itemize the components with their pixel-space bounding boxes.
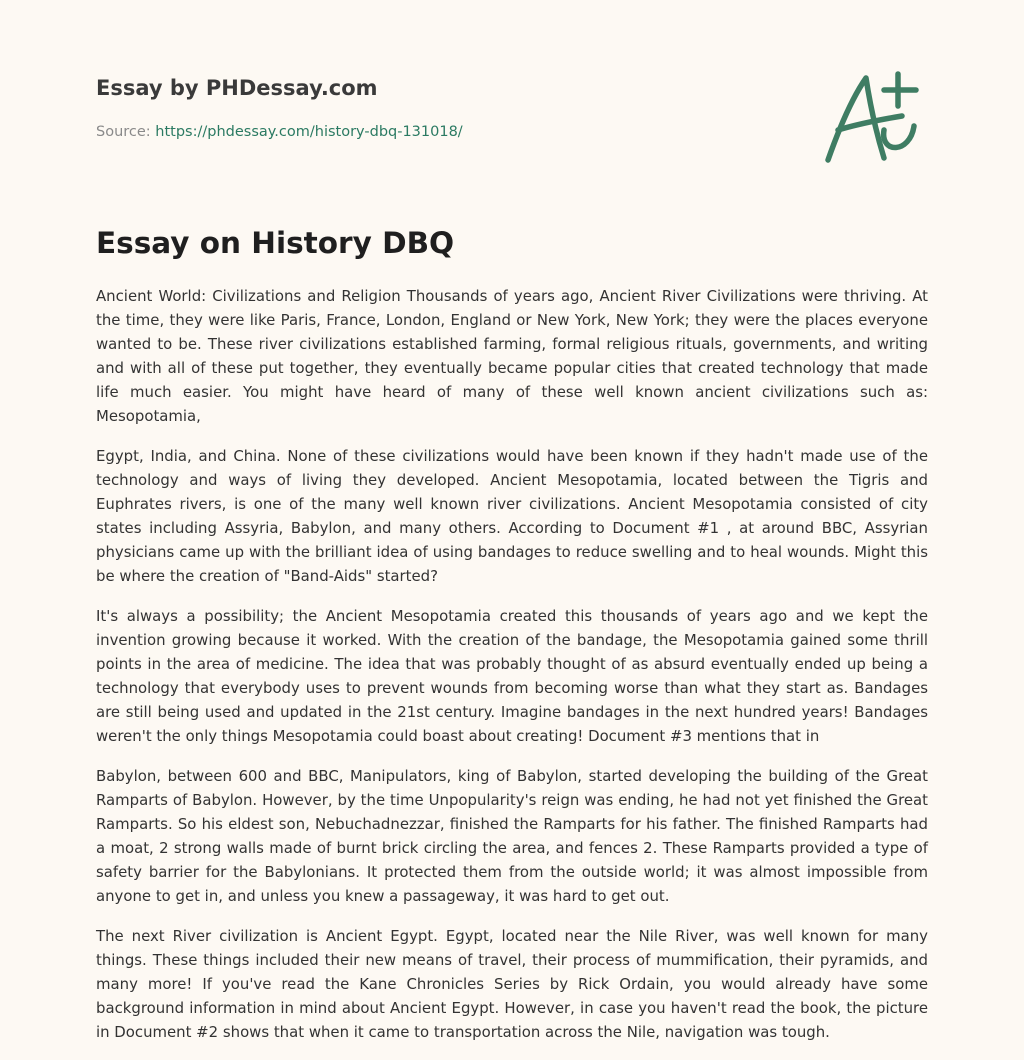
essay-paragraph-2: Egypt, India, and China. None of these civilizations would have been known if they hadn't made use of the technology and ways of living they developed. Ancient Mesopotamia, located between the Tigris and Euphrates rivers, is one of the many well known river civilizations. Ancient Mesopotamia consisted of city states including Assyria, Babylon, and many others. According to Document #1 , at around BBC, Assyrian physicians came up with the brilliant idea of using bandages to reduce swelling and to heal wounds. Might this be where the creation of "Band-Aids" started?	[96, 447, 928, 585]
essay-paragraph-1: Ancient World: Civilizations and Religion Thousands of years ago, Ancient River Civilizations were thriving. At the time, they were like Paris, France, London, England or New York, New York; they were the places everyone wanted to be. These river civilizations established farming, formal religious rituals, governments, and writing and with all of these put together, they eventually became popular cities that created technology that made life much easier. You might have heard of many of these well known ancient civilizations such as: Mesopotamia,	[96, 287, 928, 425]
a-plus-logo-icon	[818, 68, 928, 168]
essay-paragraph-5: The next River civilization is Ancient Egypt. Egypt, located near the Nile River, was well known for many things. These things included their new means of travel, their process of mummification, their pyramids, and many more! If you've read the Kane Chronicles Series by Rick Ordain, you would already have some background information in mind about Ancient Egypt. However, in case you haven't read the book, the picture in Document #2 shows that when it came to transportation across the Nile, navigation was tough.	[96, 927, 928, 1041]
brand-name: Essay by PHDessay.com	[96, 76, 378, 100]
source-link[interactable]: https://phdessay.com/history-dbq-131018/	[155, 124, 463, 140]
essay-body	[96, 284, 928, 1060]
document-header	[96, 0, 928, 200]
essay-title: Essay on History DBQ	[96, 226, 455, 260]
source-label: Source:	[96, 124, 151, 140]
essay-paragraph-4: Babylon, between 600 and BBC, Manipulators, king of Babylon, started developing the building of the Great Ramparts of Babylon. However, by the time Unpopularity's reign was ending, he had not yet finished the Great Ramparts. So his eldest son, Nebuchadnezzar, finished the Ramparts for his father. The finished Ramparts had a moat, 2 strong walls made of burnt brick circling the area, and fences 2. These Ramparts provided a type of safety barrier for the Babylonians. It protected them from the outside world; it was almost impossible from anyone to get in, and unless you knew a passageway, it was hard to get out.	[96, 767, 928, 905]
source-line	[96, 124, 463, 140]
essay-paragraph-3: It's always a possibility; the Ancient Mesopotamia created this thousands of years ago and we kept the invention growing because it worked. With the creation of the bandage, the Mesopotamia gained some thrill points in the area of medicine. The idea that was probably thought of as absurd eventually ended up being a technology that everybody uses to prevent wounds from becoming worse than what they start as. Bandages are still being used and updated in the 21st century. Imagine bandages in the next hundred years! Bandages weren't the only things Mesopotamia could boast about creating! Document #3 mentions that in	[96, 607, 928, 745]
